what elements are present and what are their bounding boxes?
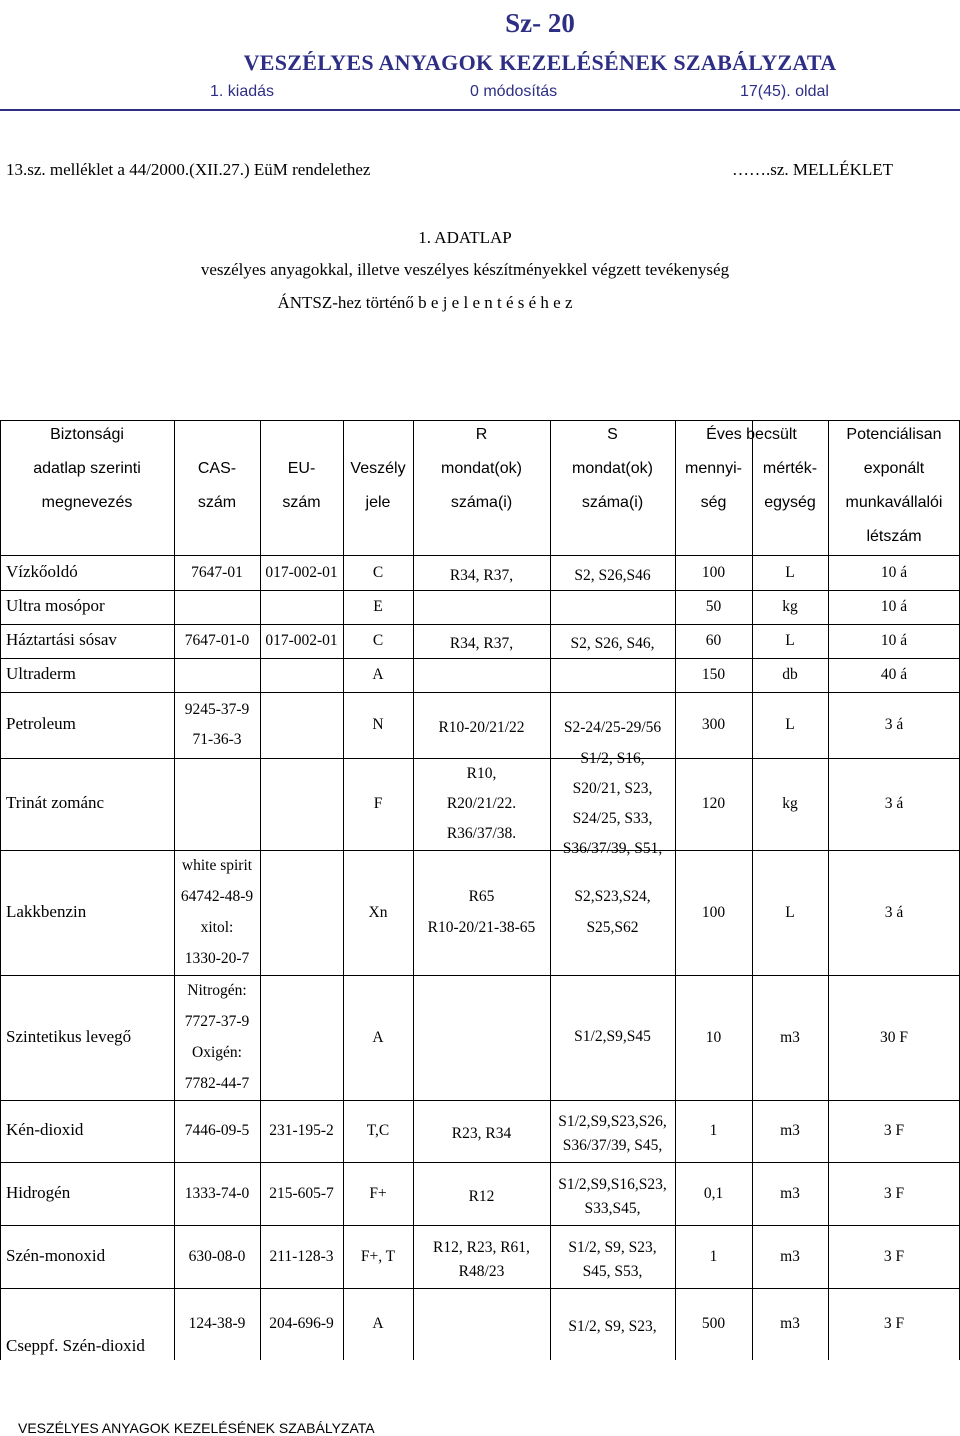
table-cell-s: S2, S26, S46, xyxy=(570,635,655,652)
column-divider xyxy=(343,420,344,1360)
column-header: jele xyxy=(365,494,391,511)
table-cell-qty: 1 xyxy=(709,1247,718,1265)
table-cell-unit: m3 xyxy=(780,1184,800,1202)
table-cell-qty: 120 xyxy=(701,795,726,812)
table-cell-cas: Oxigén: xyxy=(192,1043,242,1061)
annex-label: …….sz. MELLÉKLET xyxy=(732,160,893,179)
table-cell-s: S45, S53, xyxy=(582,1262,643,1280)
table-cell-eu: 017-002-01 xyxy=(265,563,338,581)
form-subtitle: veszélyes anyagokkal, illetve veszélyes készítményekkel végzett tevékenység xyxy=(200,260,730,279)
table-cell-unit: m3 xyxy=(780,1315,800,1332)
table-cell-exposed: 10 á xyxy=(880,598,908,615)
table-cell-cas: 7647-01 xyxy=(191,563,243,581)
substance-name: Petroleum xyxy=(6,714,76,733)
row-divider xyxy=(0,1162,960,1163)
table-cell-unit: L xyxy=(785,632,795,649)
column-header: CAS- xyxy=(197,460,237,477)
table-cell-qty: 10 xyxy=(705,1028,722,1046)
column-header: szám xyxy=(282,494,321,511)
table-top-border xyxy=(0,420,960,421)
column-header: mennyi- xyxy=(685,460,742,477)
table-cell-eu: 211-128-3 xyxy=(269,1247,334,1265)
column-header: adatlap szerinti xyxy=(33,460,141,477)
table-cell-hazard: C xyxy=(372,632,384,649)
column-header: Biztonsági xyxy=(50,426,124,443)
table-cell-r: R12 xyxy=(468,1187,495,1205)
row-divider xyxy=(0,975,960,976)
table-cell-r: R34, R37, xyxy=(449,635,514,652)
header-bottom-border xyxy=(0,555,960,556)
table-cell-hazard: F+, T xyxy=(360,1247,396,1265)
table-cell-hazard: A xyxy=(372,1028,384,1046)
table-cell-s: S1/2,S9,S45 xyxy=(574,1028,651,1045)
footer-title: VESZÉLYES ANYAGOK KEZELÉSÉNEK SZABÁLYZATA xyxy=(18,1420,375,1436)
table-cell-cas: xitol: xyxy=(200,918,234,936)
table-cell-exposed: 10 á xyxy=(880,563,908,581)
table-cell-hazard: T,C xyxy=(366,1122,390,1139)
table-cell-r: R36/37/38. xyxy=(446,825,517,842)
column-header: EU- xyxy=(287,460,316,477)
table-cell-unit: m3 xyxy=(780,1028,800,1046)
substance-name: Ultraderm xyxy=(6,664,76,683)
table-cell-r: R10-20/21-38-65 xyxy=(427,918,536,936)
column-header: munkavállalói xyxy=(845,494,943,511)
column-header: száma(i) xyxy=(581,494,644,511)
table-cell-unit: L xyxy=(785,716,795,733)
column-header: megnevezés xyxy=(41,494,133,511)
column-divider xyxy=(828,420,829,1360)
table-cell-hazard: C xyxy=(372,563,384,581)
row-divider xyxy=(0,692,960,693)
table-cell-s: S2,S23,S24, xyxy=(574,887,651,905)
table-cell-qty: 1 xyxy=(709,1122,718,1139)
column-divider xyxy=(0,420,1,1360)
row-divider xyxy=(0,1225,960,1226)
table-cell-s: S1/2, S16, xyxy=(580,750,645,767)
table-cell-eu: 017-002-01 xyxy=(265,632,338,649)
table-cell-cas: 1333-74-0 xyxy=(184,1184,250,1202)
table-cell-qty: 500 xyxy=(701,1315,726,1332)
column-header: szám xyxy=(197,494,237,511)
column-header: R xyxy=(475,426,488,443)
table-cell-r: R48/23 xyxy=(458,1262,505,1280)
table-cell-cas: 124-38-9 xyxy=(188,1315,246,1332)
row-divider xyxy=(0,658,960,659)
table-cell-cas: 64742-48-9 xyxy=(180,887,254,905)
column-header: exponált xyxy=(863,460,925,477)
table-cell-exposed: 3 F xyxy=(883,1315,905,1332)
table-cell-hazard: A xyxy=(372,666,384,683)
substance-name: Lakkbenzin xyxy=(6,901,87,921)
table-cell-cas: 7446-09-5 xyxy=(184,1122,250,1139)
table-cell-s: S36/37/39, S45, xyxy=(562,1137,663,1154)
table-cell-s: S1/2,S9,S23,S26, xyxy=(558,1113,667,1130)
table-cell-s: S1/2, S9, S23, xyxy=(568,1318,657,1335)
table-cell-exposed: 3 á xyxy=(884,903,904,921)
table-cell-s: S2, S26,S46 xyxy=(574,566,651,584)
table-cell-exposed: 3 á xyxy=(884,795,904,812)
substance-name: Cseppf. Szén-dioxid xyxy=(6,1336,145,1355)
table-cell-hazard: F xyxy=(373,795,383,812)
table-cell-qty: 50 xyxy=(705,598,722,615)
table-cell-s: S25,S62 xyxy=(586,918,639,936)
column-header: Potenciálisan xyxy=(846,426,942,443)
table-cell-s: S33,S45, xyxy=(584,1199,641,1217)
table-cell-hazard: N xyxy=(372,716,384,733)
column-divider xyxy=(260,420,261,1360)
table-cell-unit: L xyxy=(785,903,795,921)
row-divider xyxy=(0,590,960,591)
edition-label: 1. kiadás xyxy=(210,83,275,100)
hazardous-substances-table xyxy=(0,420,960,1360)
table-cell-qty: 0,1 xyxy=(703,1184,724,1202)
table-cell-unit: kg xyxy=(782,795,798,812)
row-divider xyxy=(0,758,960,759)
column-header: mondat(ok) xyxy=(572,460,653,477)
table-cell-unit: m3 xyxy=(780,1247,800,1265)
substance-name: Hidrogén xyxy=(6,1182,71,1202)
row-divider xyxy=(0,850,960,851)
table-cell-r: R23, R34 xyxy=(451,1125,512,1142)
column-header: Veszély xyxy=(350,460,406,477)
table-cell-qty: 100 xyxy=(701,563,726,581)
appendix-reference: 13.sz. melléklet a 44/2000.(XII.27.) EüM rendelethez xyxy=(6,160,371,179)
table-cell-s: S24/25, S33, xyxy=(572,810,653,827)
substance-name: Szintetikus levegő xyxy=(6,1026,132,1046)
table-cell-unit: kg xyxy=(782,598,798,615)
table-cell-cas: 9245-37-9 xyxy=(184,701,250,718)
table-cell-s: S36/37/39, S51, xyxy=(562,840,663,857)
table-cell-s: S20/21, S23, xyxy=(572,780,653,797)
table-cell-r: R20/21/22. xyxy=(446,795,517,812)
table-cell-qty: 60 xyxy=(705,632,722,649)
table-cell-exposed: 40 á xyxy=(880,666,908,683)
header-rule xyxy=(0,109,960,111)
column-divider xyxy=(675,420,676,1360)
table-cell-cas: 630-08-0 xyxy=(188,1247,246,1265)
table-cell-hazard: Xn xyxy=(368,903,388,921)
row-divider xyxy=(0,1288,960,1289)
document-title: VESZÉLYES ANYAGOK KEZELÉSÉNEK SZABÁLYZATA xyxy=(243,50,837,75)
table-cell-s: S1/2, S9, S23, xyxy=(568,1238,657,1256)
table-cell-hazard: F+ xyxy=(369,1184,387,1202)
table-cell-cas: 7727-37-9 xyxy=(184,1012,250,1030)
substance-name: Trinát zománc xyxy=(6,793,105,812)
table-cell-eu: 204-696-9 xyxy=(269,1315,334,1332)
table-cell-qty: 300 xyxy=(701,716,726,733)
table-cell-cas: 7647-01-0 xyxy=(184,632,250,649)
column-header: létszám xyxy=(866,528,922,545)
column-header: mérték- xyxy=(762,460,818,477)
table-cell-unit: m3 xyxy=(780,1122,800,1139)
table-cell-exposed: 3 F xyxy=(883,1184,905,1202)
substance-name: Szén-monoxid xyxy=(6,1245,106,1265)
table-cell-exposed: 3 F xyxy=(883,1247,905,1265)
column-header: száma(i) xyxy=(450,494,513,511)
table-cell-qty: 100 xyxy=(701,903,726,921)
row-divider xyxy=(0,624,960,625)
table-cell-cas: 1330-20-7 xyxy=(184,949,250,967)
page-label: 17(45). oldal xyxy=(740,83,829,100)
table-cell-cas: Nitrogén: xyxy=(187,981,247,999)
form-title: 1. ADATLAP xyxy=(418,228,512,247)
table-cell-r: R65 xyxy=(468,887,495,905)
column-divider xyxy=(752,420,753,1360)
column-header: Éves becsült xyxy=(706,426,797,443)
table-cell-qty: 150 xyxy=(701,666,726,683)
table-cell-hazard: E xyxy=(373,598,383,615)
row-divider xyxy=(0,1100,960,1101)
substance-name: Kén-dioxid xyxy=(6,1120,84,1139)
table-cell-r: R10, xyxy=(466,765,497,782)
modification-label: 0 módosítás xyxy=(470,83,558,100)
table-cell-exposed: 3 á xyxy=(884,716,904,733)
column-header: egység xyxy=(764,494,816,511)
table-cell-exposed: 3 F xyxy=(883,1122,905,1139)
table-cell-cas: white spirit xyxy=(181,856,253,874)
substance-name: Ultra mosópor xyxy=(6,596,105,615)
table-cell-exposed: 30 F xyxy=(880,1028,908,1046)
table-cell-eu: 215-605-7 xyxy=(269,1184,334,1202)
table-cell-r: R10-20/21/22 xyxy=(438,719,525,736)
table-cell-exposed: 10 á xyxy=(880,632,908,649)
table-cell-unit: L xyxy=(785,563,795,581)
document-code: Sz- 20 xyxy=(505,8,575,38)
table-cell-cas: 71-36-3 xyxy=(192,731,242,748)
table-cell-unit: db xyxy=(782,666,798,683)
table-cell-r: R34, R37, xyxy=(449,566,514,584)
column-header: mondat(ok) xyxy=(441,460,522,477)
table-cell-eu: 231-195-2 xyxy=(269,1122,334,1139)
column-header: S xyxy=(607,426,618,443)
column-header: ség xyxy=(700,494,727,511)
table-cell-s: S2-24/25-29/56 xyxy=(563,719,662,736)
table-cell-r: R12, R23, R61, xyxy=(433,1238,530,1256)
substance-name: Vízkőoldó xyxy=(6,561,78,581)
substance-name: Háztartási sósav xyxy=(6,630,117,649)
table-cell-s: S1/2,S9,S16,S23, xyxy=(558,1175,667,1193)
table-cell-hazard: A xyxy=(372,1315,384,1332)
form-subtitle-2: ÁNTSZ-hez történő b e j e l e n t é s é h e z xyxy=(277,293,573,312)
table-cell-cas: 7782-44-7 xyxy=(184,1074,250,1092)
